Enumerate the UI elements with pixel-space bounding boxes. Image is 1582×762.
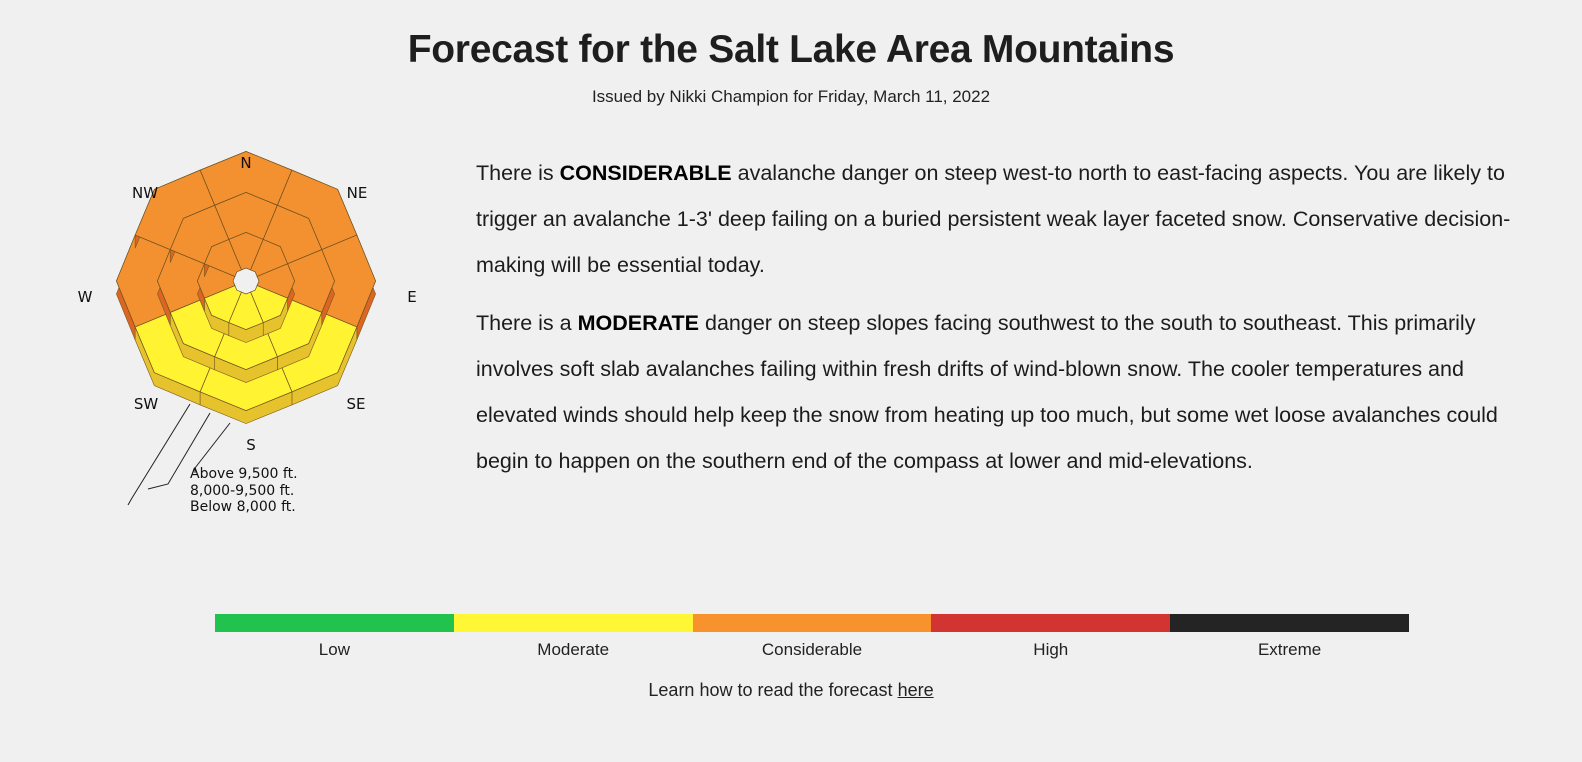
paragraph-text: There is <box>476 161 560 185</box>
legend-below-8000: Below 8,000 ft. <box>190 499 296 515</box>
danger-scale-swatch <box>1170 614 1409 632</box>
dir-label-ne: NE <box>346 184 368 202</box>
bottom-line-paragraph <box>476 300 1536 484</box>
danger-scale-swatch <box>215 614 454 632</box>
dir-label-se: SE <box>346 395 366 413</box>
danger-scale-extreme <box>1170 614 1409 660</box>
danger-level-emphasis: CONSIDERABLE <box>559 161 732 185</box>
legend-above-9500: Above 9,500 ft. <box>190 466 298 482</box>
forecast-issued-by: Issued by Nikki Champion for Friday, March 11, 2022 <box>591 87 991 106</box>
danger-scale-label: Low <box>318 640 350 659</box>
danger-scale-considerable <box>693 614 932 660</box>
dir-label-n: N <box>240 154 252 172</box>
danger-scale-moderate <box>454 614 693 660</box>
paragraph-text: avalanche danger on steep west-to north to east-facing aspects. You are likely to trigger an avalanche 1-3' deep failing on a buried persistent weak layer faceted snow. Conservative decision-making will be essential today. <box>476 161 1511 277</box>
learn-more-link[interactable]: here <box>897 680 934 700</box>
dir-label-e: E <box>407 288 417 306</box>
danger-scale-label: Considerable <box>761 640 863 659</box>
dir-label-s: S <box>246 436 256 454</box>
danger-scale-label: Extreme <box>1257 640 1322 659</box>
danger-scale <box>215 614 1409 660</box>
danger-rose <box>70 146 430 526</box>
paragraph-text: danger on steep slopes facing southwest to the south to southeast. This primarily involves soft slab avalanches failing within fresh drifts of wind-blown snow. The cooler temperatures and elevated winds should help keep the snow from heating up too much, but some wet loose avalanches could begin to happen on the southern end of the compass at lower and mid-elevations. <box>476 311 1498 473</box>
learn-more-text: Learn how to read the forecast <box>648 680 898 700</box>
dir-label-w: W <box>77 288 93 306</box>
bottom-line <box>476 150 1536 496</box>
danger-scale-label: Moderate <box>537 640 610 659</box>
learn-more <box>0 680 1582 701</box>
danger-scale-low <box>215 614 454 660</box>
leader-line-below <box>128 404 190 505</box>
danger-scale-swatch <box>454 614 693 632</box>
page-title: Forecast for the Salt Lake Area Mountains <box>407 28 1175 71</box>
legend-8000-9500: 8,000-9,500 ft. <box>190 483 295 499</box>
danger-scale-label: High <box>1033 640 1069 659</box>
danger-scale-swatch <box>931 614 1170 632</box>
dir-label-sw: SW <box>133 395 159 413</box>
paragraph-text: There is a <box>476 311 578 335</box>
danger-scale-swatch <box>693 614 932 632</box>
bottom-line-paragraph <box>476 150 1536 288</box>
dir-label-nw: NW <box>131 184 159 202</box>
danger-rose-graphic <box>70 146 430 526</box>
danger-level-emphasis: MODERATE <box>577 311 700 335</box>
danger-scale-high <box>931 614 1170 660</box>
